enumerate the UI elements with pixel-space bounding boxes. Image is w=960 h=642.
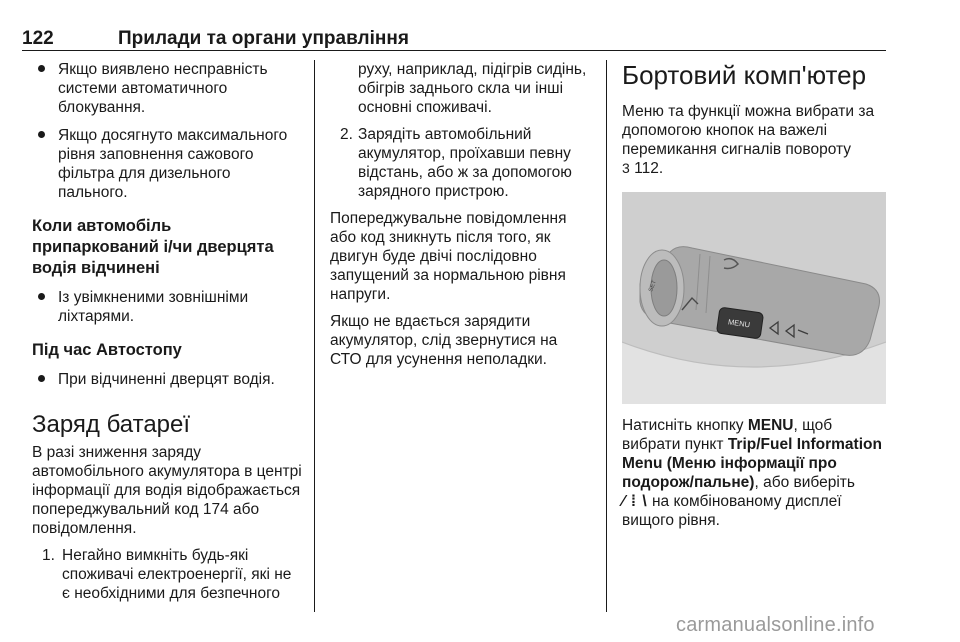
bullet-icon [38,131,45,138]
section-heading-trip-computer: Бортовий комп'ютер [622,60,867,90]
numbered-step-continued [330,60,592,117]
page-reference-icon: 3 [622,160,630,176]
column-divider [314,60,315,612]
warning-paragraph: Попереджувальне повідомлення або код зникнуть після того, як двигун буде двічі послідовно запущений за нормальною рівня напруги. [330,210,567,303]
list-item-text: При відчиненні дверцят водія. [58,371,275,388]
column-1 [32,60,302,611]
intro-text: Меню та функції можна вибрати за допомогою кнопок на важелі перемикання сигналів повороту [622,103,875,158]
menu-button-label: MENU [727,317,751,330]
instruction-text: Натисніть кнопку [622,417,748,434]
column-divider [606,60,607,612]
section-heading-parked: Коли автомобіль припаркований і/чи дверцята водія відчинені [32,217,274,277]
lever-illustration [622,192,886,404]
numbered-step [330,125,592,201]
instruction-text: на комбінованому дисплеї вищого рівня. [622,493,842,529]
page-number: 122 [22,28,54,49]
section-heading-autostop: Під час Автостопу [32,341,182,359]
trip-symbol-icon: ⁄ ⁞ \ [622,493,648,510]
menu-keyword: MENU [747,417,794,434]
bullet-icon [38,65,45,72]
service-paragraph: Якщо не вдається зарядити акумулятор, слід звернутися на СТО для усунення неполадки. [330,313,558,368]
bullet-icon [38,293,45,300]
step-number: 2. [340,126,353,143]
menu-instructions [622,416,886,530]
section-heading-battery: Заряд батареї [32,411,191,438]
step-text: Негайно вимкніть будь-які споживачі електроенергії, які не є необхідними для безпечного [62,547,292,602]
list-item-text: Якщо виявлено несправність системи автоматичного блокування. [58,61,268,116]
page-title: Прилади та органи управління [118,28,409,49]
instruction-text: , щоб вибрати пункт [622,417,833,453]
list-item-text: Якщо досягнуто максимального рівня заповнення сажового фільтра для дизельного пального. [58,127,288,201]
header-rule [22,50,886,51]
page-reference: 112. [634,160,664,177]
step-text: Зарядіть автомобільний акумулятор, проїхавши певну відстань, або ж за допомогою зарядного пристрою. [358,126,572,200]
list-item [32,60,302,117]
page-header [22,10,886,50]
turn-signal-lever-figure [622,192,886,404]
watermark: carmanualsonline.info [676,614,875,636]
battery-paragraph: В разі зниження заряду автомобільного акумулятора в центрі інформації для водія відображається попереджувальний код 174 або повідомлення. [32,444,302,537]
list-item-text: Із увімкненими зовнішніми ліхтарями. [58,289,249,325]
list-item [32,370,302,389]
bullet-icon [38,375,45,382]
numbered-step [32,546,302,603]
step-text: руху, наприклад, підігрів сидінь, обігрів заднього скла чи інші основні споживачі. [358,61,587,116]
lever-tip-label: SET [648,279,658,293]
column-2 [330,60,592,377]
trip-fuel-menu-name: Trip/Fuel Information Menu (Меню інформації про подорож/пальне) [622,436,882,491]
list-item [32,288,302,326]
intro-paragraph [622,102,886,178]
column-3 [622,60,886,538]
step-number: 1. [42,547,55,564]
instruction-text: , або виберіть [754,474,855,491]
list-item [32,126,302,202]
